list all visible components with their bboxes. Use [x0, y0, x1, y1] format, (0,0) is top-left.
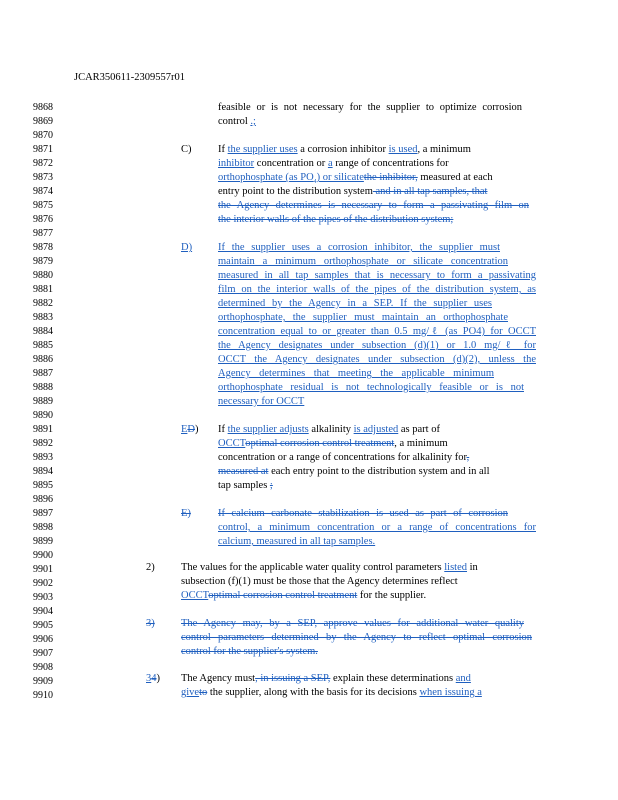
text-line-9872: inhibitor concentration or a range of concentrations for — [218, 158, 449, 169]
line-number: 9878 — [33, 242, 53, 253]
text-line-9891: If the supplier adjusts alkalinity is adjusted as part of — [218, 424, 440, 435]
line-number: 9885 — [33, 340, 53, 351]
item-label-d: D) — [181, 242, 193, 253]
line-number: 9890 — [33, 410, 53, 421]
line-number: 9883 — [33, 312, 53, 323]
line-number: 9909 — [33, 676, 53, 687]
text-line-9888: orthophosphate residual is not technologically feasible or is not — [218, 382, 524, 393]
line-number: 9892 — [33, 438, 53, 449]
line-number: 9902 — [33, 578, 53, 589]
line-number: 9869 — [33, 116, 53, 127]
text-line-9887: Agency determines that meeting the applicable minimum — [218, 368, 494, 379]
line-number: 9888 — [33, 382, 53, 393]
item-label-2: 2) — [146, 562, 155, 573]
line-number: 9908 — [33, 662, 53, 673]
text-line-9879: maintain a minimum orthophosphate or silicate concentration — [218, 256, 508, 267]
line-number: 9874 — [33, 186, 53, 197]
text-line-9885: the Agency designates under subsection (d)(1) or 1.0 mg/ℓ for — [218, 340, 536, 351]
text-line-9899: calcium, measured in all tap samples. — [218, 536, 376, 547]
text-line-9901: The values for the applicable water quality control parameters listed in — [181, 562, 478, 573]
line-number: 9906 — [33, 634, 53, 645]
text-line-9880: measured in all tap samples that is necessary to form a passivating — [218, 270, 536, 281]
line-number: 9881 — [33, 284, 53, 295]
line-number: 9887 — [33, 368, 53, 379]
text-line-9892: OCCToptimal corrosion control treatment, a minimum — [218, 438, 448, 449]
line-number: 9871 — [33, 144, 53, 155]
text-line-9898: control, a minimum concentration or a range of concentrations for — [218, 522, 536, 533]
line-number: 9868 — [33, 102, 53, 113]
line-number: 9886 — [33, 354, 53, 365]
line-number: 9873 — [33, 172, 53, 183]
line-number: 9893 — [33, 452, 53, 463]
text-line-9871: If the supplier uses a corrosion inhibitor is used, a minimum — [218, 144, 471, 155]
text-line-9889: necessary for OCCT — [218, 396, 305, 407]
text-line-9907: control for the supplier's system. — [181, 646, 318, 657]
text-line-9881: film on the interior walls of the pipes of the distribution system, as — [218, 284, 536, 295]
line-number: 9882 — [33, 298, 53, 309]
text-line-9909: The Agency must, in issuing a SEP, explain these determinations and — [181, 673, 471, 684]
line-number: 9870 — [33, 130, 53, 141]
line-number: 9907 — [33, 648, 53, 659]
text-line-9869: control .; — [218, 116, 256, 127]
line-number: 9884 — [33, 326, 53, 337]
text-line-9895: tap samples ; — [218, 480, 273, 491]
line-number: 9872 — [33, 158, 53, 169]
line-number: 9900 — [33, 550, 53, 561]
line-number: 9901 — [33, 564, 53, 575]
line-number: 9891 — [33, 424, 53, 435]
line-number: 9889 — [33, 396, 53, 407]
line-number: 9876 — [33, 214, 53, 225]
text-line-9886: OCCT the Agency designates under subsection (d)(2), unless the — [218, 354, 536, 365]
line-number: 9899 — [33, 536, 53, 547]
text-line-9882: determined by the Agency in a SEP. If the supplier uses — [218, 298, 492, 309]
text-line-9875: the Agency determines is necessary to form a passivating film on — [218, 200, 529, 211]
text-line-9897: If calcium carbonate stabilization is used as part of corrosion — [218, 508, 508, 519]
line-number: 9875 — [33, 200, 53, 211]
line-number: 9903 — [33, 592, 53, 603]
line-number: 9879 — [33, 256, 53, 267]
line-number: 9877 — [33, 228, 53, 239]
line-number: 9910 — [33, 690, 53, 701]
line-number: 9880 — [33, 270, 53, 281]
text-line-9883: orthophosphate, the supplier must maintain an orthophosphate — [218, 312, 508, 323]
item-label-4: 34) — [146, 673, 160, 684]
text-line-9884: concentration equal to or greater than 0.5 mg/ℓ (as PO4) for OCCT — [218, 326, 536, 337]
text-line-9868: feasible or is not necessary for the supplier to optimize corrosion — [218, 102, 522, 113]
line-number: 9896 — [33, 494, 53, 505]
text-line-9874: entry point to the distribution system and in all tap samples, that — [218, 186, 488, 197]
item-label-e: ED) — [181, 424, 199, 435]
text-line-9894: measured at each entry point to the distribution system and in all — [218, 466, 490, 477]
line-number: 9904 — [33, 606, 53, 617]
line-number: 9898 — [33, 522, 53, 533]
text-line-9902: subsection (f)(1) must be those that the Agency determines reflect — [181, 576, 458, 587]
text-line-9876: the interior walls of the pipes of the distribution system; — [218, 214, 454, 225]
item-label-e-deleted: E) — [181, 508, 191, 519]
line-number: 9905 — [33, 620, 53, 631]
item-label-c: C) — [181, 144, 192, 155]
item-label-3: 3) — [146, 618, 155, 629]
text-line-9905: The Agency may, by a SEP, approve values for additional water quality — [181, 618, 524, 629]
text-line-9910: giveto the supplier, along with the basis for its decisions when issuing a — [181, 687, 482, 698]
text-line-9878: If the supplier uses a corrosion inhibitor, the supplier must — [218, 242, 500, 253]
document-header: JCAR350611-2309557r01 — [74, 72, 186, 83]
text-line-9873: orthophosphate (as $PO_4$) or silicatethe inhibitor, measured at each — [218, 172, 493, 186]
text-line-9903: OCCToptimal corrosion control treatment for the supplier. — [181, 590, 427, 601]
line-number: 9894 — [33, 466, 53, 477]
line-number: 9897 — [33, 508, 53, 519]
line-number: 9895 — [33, 480, 53, 491]
text-line-9906: control parameters determined by the Agency to reflect optimal corrosion — [181, 632, 532, 643]
text-line-9893: concentration or a range of concentrations for alkalinity for, — [218, 452, 470, 463]
